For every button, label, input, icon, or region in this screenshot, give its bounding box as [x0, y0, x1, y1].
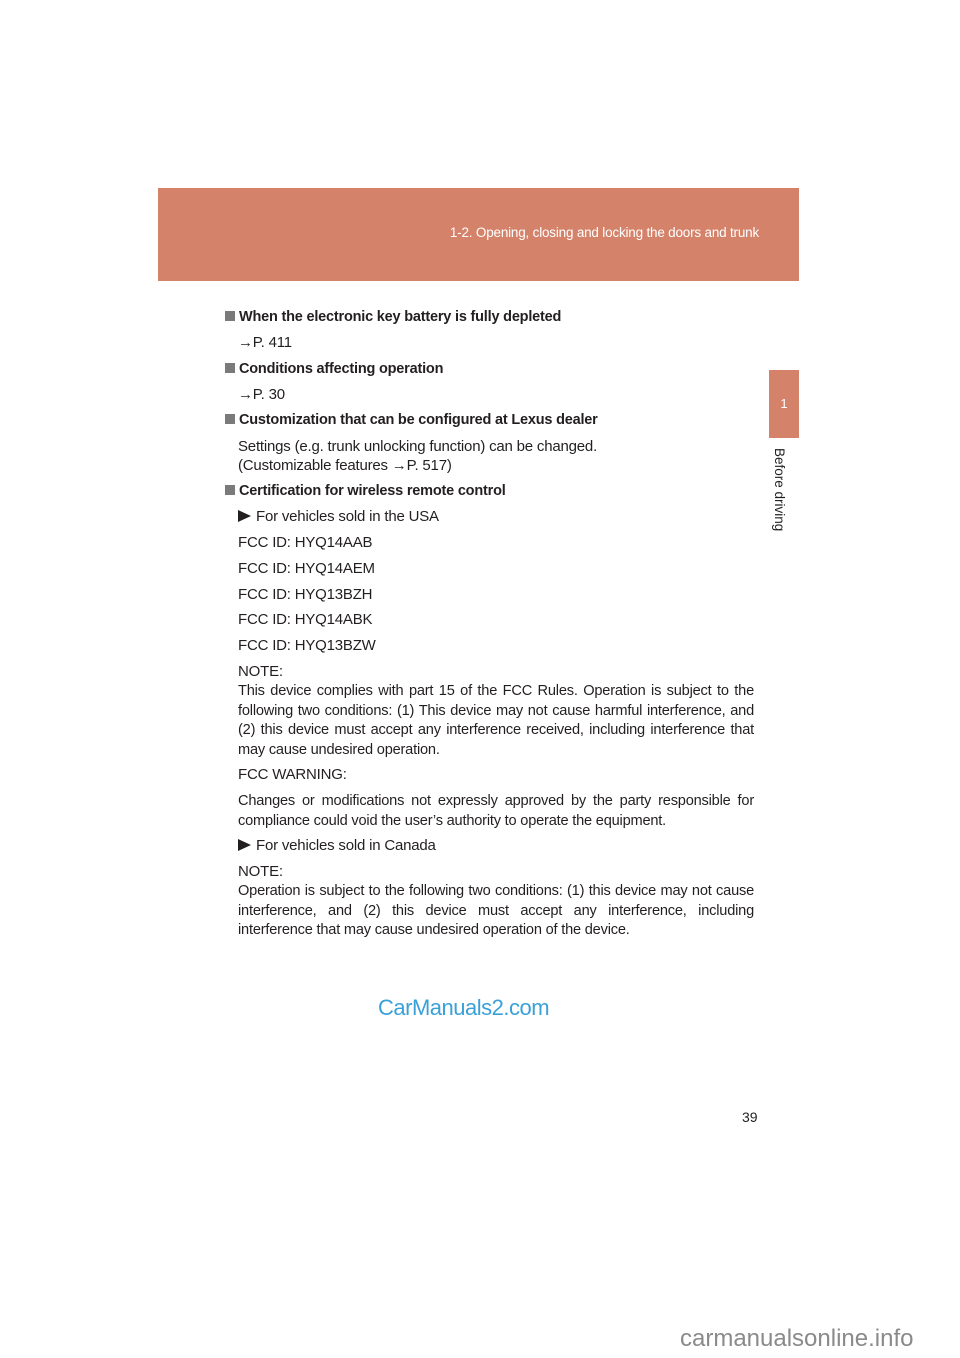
heading-text: When the electronic key battery is fully depleted — [239, 309, 562, 325]
watermark: CarManuals2.com — [378, 995, 550, 1020]
usa-subheading — [238, 508, 439, 525]
note-label: NOTE: — [238, 863, 283, 880]
section-heading — [225, 309, 561, 325]
note-text: Operation is subject to the following two conditions: (1) this device may not cause interference, and (2) this device must accept any interference, including interference that may cause undesired operation of the device. — [238, 883, 754, 938]
fcc-id: FCC ID: HYQ14AEM — [238, 560, 375, 577]
fcc-id: FCC ID: HYQ13BZH — [238, 586, 373, 603]
square-bullet-icon — [225, 311, 235, 321]
section-heading — [225, 483, 506, 499]
chapter-tab[interactable]: 1 — [769, 370, 799, 438]
subheading-text: For vehicles sold in the USA — [256, 508, 439, 525]
body-text: Settings (e.g. trunk unlocking function) can be changed. — [238, 438, 598, 455]
square-bullet-icon — [225, 414, 235, 424]
page-reference-link[interactable]: →P. 30 — [238, 386, 285, 403]
square-bullet-icon — [225, 363, 235, 373]
triangle-bullet-icon — [238, 510, 251, 522]
heading-text: Conditions affecting operation — [239, 361, 444, 377]
fcc-id: FCC ID: HYQ14AAB — [238, 534, 373, 551]
page-number: 39 — [742, 1109, 758, 1125]
header-title: 1-2. Opening, closing and locking the doors and trunk — [449, 225, 759, 240]
warning-label: FCC WARNING: — [238, 766, 347, 783]
chapter-label: Before driving — [772, 448, 787, 532]
triangle-bullet-icon — [238, 839, 251, 851]
page-reference-link[interactable]: →P. 411 — [238, 334, 292, 351]
subheading-text: For vehicles sold in Canada — [256, 837, 436, 854]
chapter-header — [158, 188, 799, 281]
heading-text: Certification for wireless remote control — [239, 483, 506, 499]
square-bullet-icon — [225, 485, 235, 495]
note-text: This device complies with part 15 of the FCC Rules. Operation is subject to the following two conditions: (1) This device may not cause harmful interference, and (2) this device must accept any interference received, including interference that may cause undesired operation. — [238, 683, 754, 758]
section-heading — [225, 412, 598, 428]
fcc-id: FCC ID: HYQ13BZW — [238, 637, 376, 654]
footer-watermark[interactable]: carmanualsonline.info — [680, 1325, 914, 1352]
note-label: NOTE: — [238, 663, 283, 680]
heading-text: Customization that can be configured at Lexus dealer — [239, 412, 598, 428]
canada-subheading — [238, 837, 436, 854]
section-heading — [225, 361, 443, 377]
fcc-id: FCC ID: HYQ14ABK — [238, 611, 373, 628]
warning-text: Changes or modifications not expressly approved by the party responsible for compliance could void the user’s authority to operate the equipment. — [238, 793, 754, 829]
body-text: (Customizable features →P. 517) — [238, 457, 452, 474]
